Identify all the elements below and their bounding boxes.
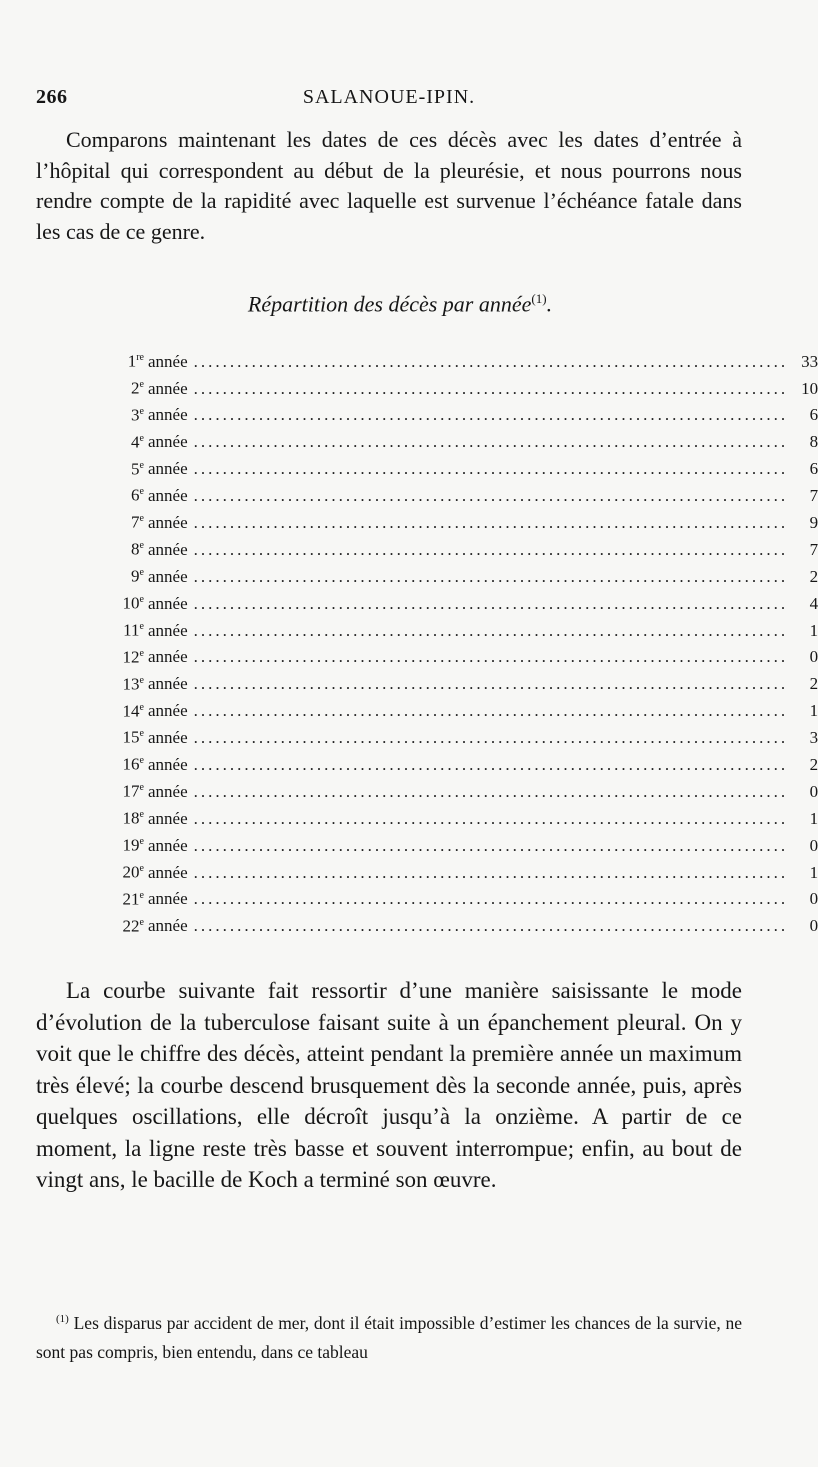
- ordinal-suffix: e: [139, 486, 144, 498]
- death-count: 2: [809, 566, 818, 586]
- year-label: année: [148, 781, 188, 801]
- table-row: [96, 506, 818, 533]
- year-number: 6: [131, 486, 140, 506]
- deaths-by-year-table: [96, 345, 818, 937]
- death-count: 4: [809, 593, 818, 613]
- running-title: SALANOUE-IPIN.: [302, 86, 476, 108]
- dot-leader: ..................................................................................: [193, 835, 789, 855]
- year-number: 7: [131, 513, 140, 532]
- footnote-text: Les disparus par accident de mer, dont il était impossible d’estimer les chances de la survie, ne sont pas compris, bien entendu, dans ce tableau: [36, 1312, 743, 1362]
- table-row: [96, 775, 818, 802]
- death-count: 33: [801, 351, 818, 371]
- dot-leader: ..................................................................................: [193, 459, 789, 479]
- table-row: [96, 560, 818, 587]
- ordinal-suffix: e: [139, 889, 144, 901]
- table-row: [96, 641, 818, 668]
- ordinal-suffix: e: [139, 701, 144, 713]
- dot-leader: ..................................................................................: [193, 539, 789, 559]
- year-ordinal: [96, 910, 144, 941]
- table-row: [96, 372, 818, 399]
- year-number: 2: [131, 378, 140, 398]
- table-row: [96, 721, 818, 748]
- year-number: 5: [131, 459, 140, 479]
- footnote: [36, 1305, 742, 1367]
- ordinal-suffix: e: [139, 594, 144, 606]
- table-row: [96, 426, 818, 453]
- year-label: année: [148, 889, 188, 909]
- ordinal-suffix: e: [139, 782, 144, 794]
- year-number: 1: [127, 351, 137, 371]
- death-count: 0: [809, 889, 818, 909]
- dot-leader: ..................................................................................: [193, 432, 789, 452]
- dot-leader: ..................................................................................: [193, 620, 789, 640]
- footnote-marker: (1): [56, 1313, 69, 1325]
- death-count: 8: [809, 432, 818, 452]
- intro-paragraph: Comparons maintenant les dates de ces décès avec les dates d’entrée à l’hôpital qui correspondent au début de la pleurésie, et nous pourrons nous rendre compte de la rapidité avec laquelle est survenue l’échéance fatale dans les cas de ce genre.: [36, 127, 742, 244]
- death-count: 6: [809, 459, 818, 479]
- dot-leader: ..................................................................................: [193, 378, 789, 398]
- year-number: 11: [123, 620, 140, 640]
- dot-leader: ..................................................................................: [193, 889, 789, 909]
- dot-leader: ..................................................................................: [193, 351, 789, 371]
- table-row: [96, 695, 818, 722]
- table-row: [96, 479, 818, 506]
- death-count: 1: [809, 701, 818, 721]
- year-label: année: [148, 701, 188, 721]
- year-label: année: [148, 755, 188, 775]
- year-number: 9: [131, 566, 140, 586]
- year-label: année: [148, 432, 188, 452]
- year-number: 18: [122, 808, 140, 828]
- ordinal-suffix: e: [139, 836, 144, 848]
- death-count: 6: [809, 405, 818, 425]
- year-label: année: [148, 513, 188, 532]
- year-number: 13: [122, 674, 140, 694]
- ordinal-suffix: e: [139, 674, 144, 686]
- year-label: année: [148, 808, 188, 828]
- table-row: [96, 453, 818, 480]
- dot-leader: ..................................................................................: [193, 755, 789, 775]
- year-number: 19: [122, 835, 140, 855]
- table-row: [96, 587, 818, 614]
- year-number: 8: [131, 539, 140, 559]
- table-row: [96, 533, 818, 560]
- death-count: 2: [809, 674, 818, 694]
- year-label: année: [148, 620, 188, 640]
- ordinal-suffix: e: [139, 620, 144, 632]
- body-paragraph: La courbe suivante fait ressortir d’une manière saisissante le mode d’évolution de la tuberculose faisant suite à un épanchement pleural. On y voit que le chiffre des décès, atteint pendant la première année un maximum très élevé; la courbe descend brusquement dès la seconde année, puis, après quelques oscillations, elle décroît jusqu’à la onzième. A partir de ce moment, la ligne reste très basse et souvent interrompue; enfin, au bout de vingt ans, le bacille de Koch a terminé son œuvre.: [36, 978, 742, 1192]
- table-row: [96, 668, 818, 695]
- ordinal-suffix: e: [139, 459, 144, 471]
- year-label: année: [148, 351, 188, 371]
- year-label: année: [148, 728, 188, 748]
- year-number: 15: [122, 728, 140, 748]
- year-label: année: [148, 405, 188, 425]
- dot-leader: ..................................................................................: [193, 701, 789, 721]
- ordinal-suffix: e: [139, 540, 144, 552]
- ordinal-suffix: e: [139, 567, 144, 579]
- year-label: année: [148, 674, 188, 694]
- death-count: 0: [809, 647, 818, 667]
- year-label: année: [148, 835, 188, 855]
- year-number: 14: [122, 701, 140, 721]
- death-count: 2: [809, 755, 818, 775]
- dot-leader: ..................................................................................: [193, 674, 789, 694]
- year-number: 22: [122, 916, 140, 936]
- year-label: année: [148, 539, 188, 559]
- year-label: année: [148, 459, 188, 479]
- death-count: 1: [809, 620, 818, 640]
- table-row: [96, 614, 818, 641]
- year-number: 12: [122, 647, 140, 667]
- ordinal-suffix: e: [139, 809, 144, 821]
- death-count: 10: [801, 378, 818, 398]
- dot-leader: ..................................................................................: [193, 862, 789, 882]
- death-count: 0: [809, 916, 818, 936]
- table-title-footnote-marker: (1): [531, 291, 547, 306]
- table-row: [96, 910, 818, 937]
- year-number: 17: [122, 781, 140, 801]
- table-row: [96, 829, 818, 856]
- page-number: 266: [36, 86, 68, 108]
- ordinal-suffix: re: [136, 352, 144, 363]
- dot-leader: ..................................................................................: [193, 405, 789, 425]
- ordinal-suffix: e: [139, 728, 144, 740]
- dot-leader: ..................................................................................: [193, 808, 789, 828]
- dot-leader: ..................................................................................: [193, 647, 789, 667]
- death-count: 7: [809, 486, 818, 506]
- table-row: [96, 856, 818, 883]
- death-count: 0: [809, 781, 818, 801]
- dot-leader: ..................................................................................: [193, 486, 789, 506]
- table-title: Répartition des décès par année$^{(1)}$.: [247, 291, 553, 317]
- ordinal-suffix: e: [139, 755, 144, 767]
- death-count: 9: [809, 513, 818, 532]
- ordinal-suffix: e: [139, 916, 144, 928]
- ordinal-suffix: e: [139, 513, 144, 525]
- dot-leader: ..................................................................................: [193, 728, 789, 748]
- dot-leader: ..................................................................................: [193, 513, 789, 532]
- dot-leader: ..................................................................................: [193, 593, 789, 613]
- year-label: année: [148, 378, 188, 398]
- table-row: [96, 802, 818, 829]
- table-title-text: Répartition des décès par année: [247, 291, 532, 317]
- dot-leader: ..................................................................................: [193, 781, 789, 801]
- year-number: 10: [122, 593, 140, 613]
- year-number: 3: [131, 405, 140, 425]
- year-label: année: [148, 566, 188, 586]
- death-count: 1: [809, 808, 818, 828]
- table-row: [96, 345, 818, 372]
- death-count: 0: [809, 835, 818, 855]
- running-head: [36, 86, 742, 116]
- ordinal-suffix: e: [139, 378, 144, 390]
- dot-leader: ..................................................................................: [193, 916, 789, 936]
- year-label: année: [148, 647, 188, 667]
- table-row: [96, 748, 818, 775]
- ordinal-suffix: e: [139, 862, 144, 874]
- year-number: 20: [122, 862, 140, 882]
- death-count: 1: [809, 862, 818, 882]
- table-row: [96, 883, 818, 910]
- year-label: année: [148, 862, 188, 882]
- death-count: 3: [809, 728, 818, 748]
- year-number: 16: [122, 755, 140, 775]
- ordinal-suffix: e: [139, 432, 144, 444]
- ordinal-suffix: e: [139, 405, 144, 417]
- year-label: année: [148, 916, 188, 936]
- death-count: 7: [809, 539, 818, 559]
- year-label: année: [148, 593, 188, 613]
- dot-leader: ..................................................................................: [193, 566, 789, 586]
- ordinal-suffix: e: [139, 647, 144, 659]
- year-number: 21: [122, 889, 140, 909]
- year-number: 4: [131, 432, 140, 452]
- year-label: année: [148, 486, 188, 506]
- table-row: [96, 399, 818, 426]
